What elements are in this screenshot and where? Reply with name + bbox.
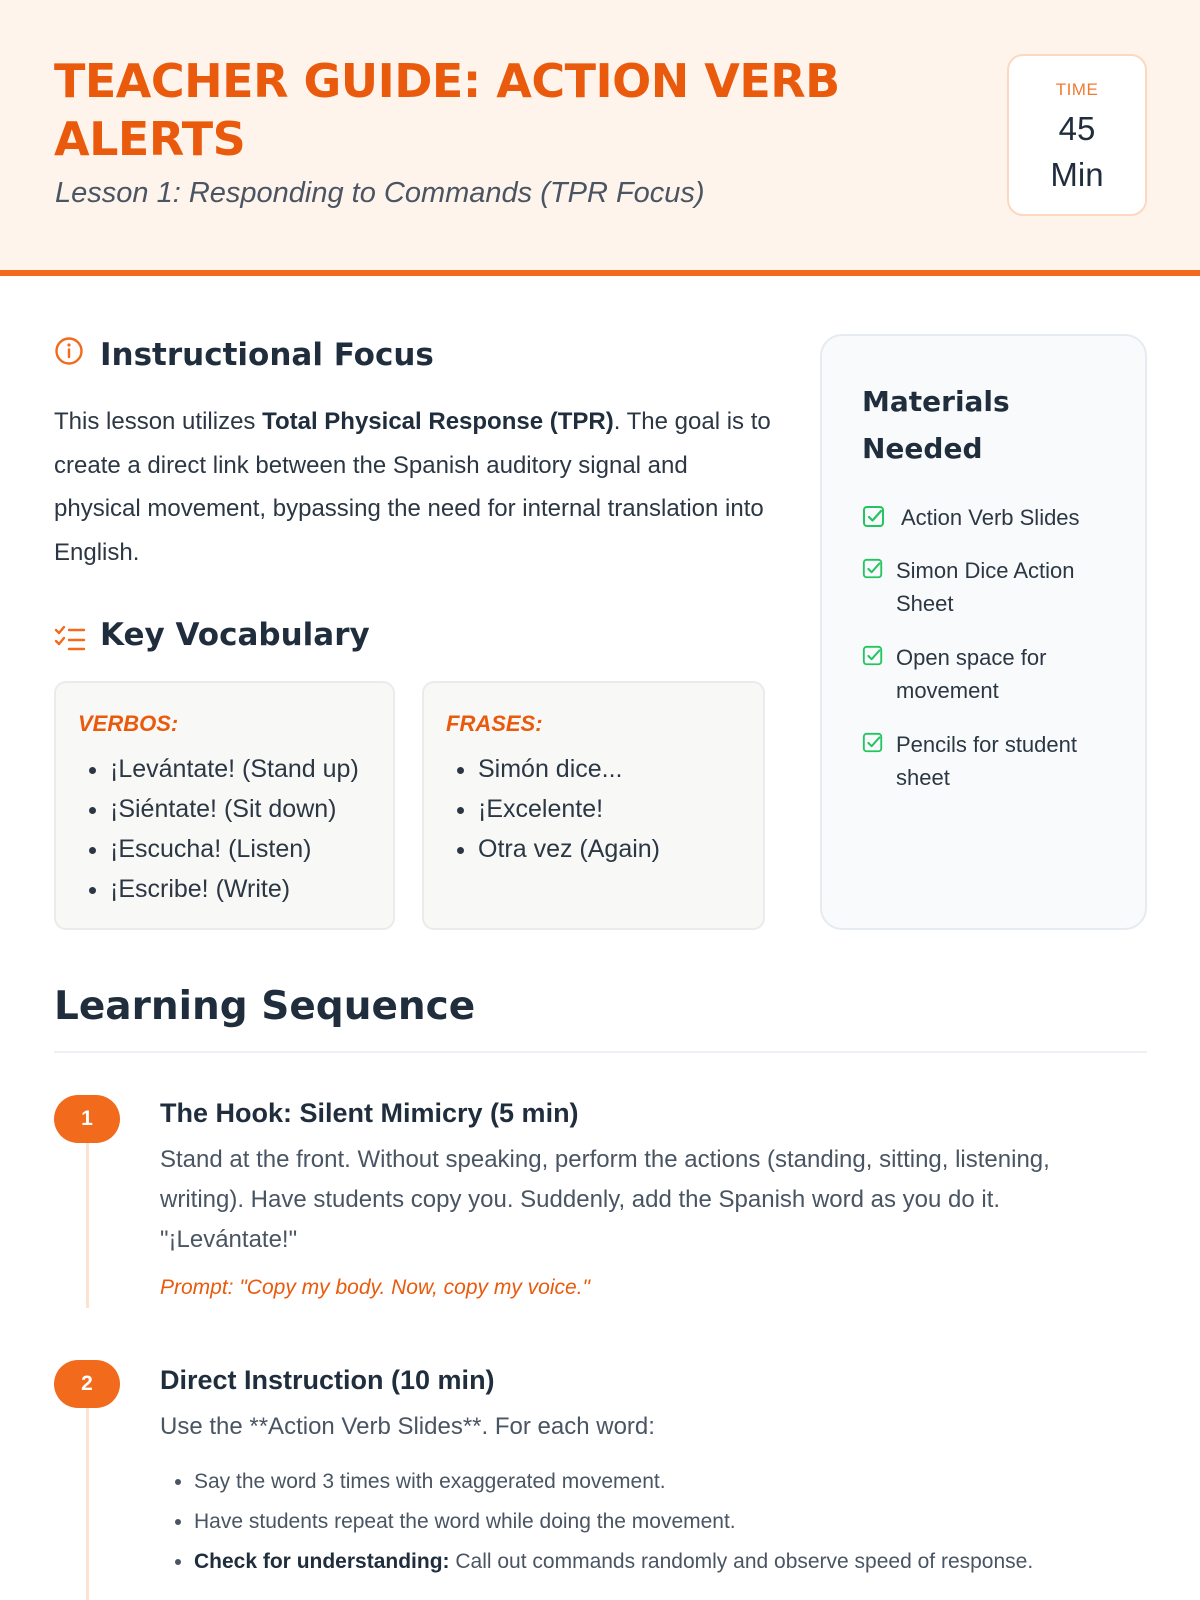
list-item: • ¡Excelente! <box>478 789 660 829</box>
key-vocabulary-heading: Key Vocabulary <box>100 617 370 653</box>
list-item <box>194 1542 1194 1582</box>
step-description: Use the **Action Verb Slides**. For each word: <box>160 1413 655 1440</box>
check-square-icon <box>862 505 886 529</box>
verbs-card <box>54 681 395 930</box>
check-square-icon <box>862 732 884 754</box>
materials-panel <box>820 334 1147 930</box>
time-label: TIME <box>1055 80 1099 99</box>
list-item: • ¡Escribe! (Write) <box>110 869 359 909</box>
list-item: • Otra vez (Again) <box>478 829 660 869</box>
focus-text-bold: Total Physical Response (TPR) <box>262 408 614 435</box>
step-description: Stand at the front. Without speaking, perform the actions (standing, sitting, listening, writing). Have students copy you. Suddenly, add the Spanish word as you do it. "¡Levántate!" <box>160 1146 1050 1253</box>
phrases-card <box>422 681 765 930</box>
list-item: • Say the word 3 times with exaggerated movement. <box>194 1462 1194 1502</box>
materials-heading: Materials Needed <box>862 385 1010 465</box>
materials-item-label: Simon Dice Action Sheet <box>896 558 1075 616</box>
materials-item-label: Action Verb Slides <box>901 505 1080 530</box>
phrases-list <box>446 749 660 869</box>
page-title: TEACHER GUIDE: ACTION VERB ALERTS <box>54 54 840 166</box>
materials-item-label: Pencils for student sheet <box>896 732 1077 790</box>
divider <box>54 1051 1147 1053</box>
step-title: The Hook: Silent Mimicry (5 min) <box>160 1098 579 1128</box>
phrases-label: FRASES: <box>446 711 543 736</box>
focus-text-end: . The goal is to create a direct link between the Spanish auditory signal and physical movement, bypassing the need for internal translation into English. <box>54 408 771 566</box>
check-square-icon <box>862 558 884 580</box>
list-item: • ¡Siéntate! (Sit down) <box>110 789 359 829</box>
verbs-label: VERBOS: <box>78 711 179 736</box>
time-value: 45 Min <box>1050 110 1104 193</box>
learning-sequence-heading: Learning Sequence <box>54 984 476 1029</box>
list-item: • ¡Levántate! (Stand up) <box>110 749 359 789</box>
list-item-text: Call out commands randomly and observe speed of response. <box>449 1550 1034 1573</box>
page-subtitle: Lesson 1: Responding to Commands (TPR Focus) <box>55 177 705 209</box>
check-square-icon <box>862 645 884 667</box>
verbs-list <box>78 749 359 909</box>
step-prompt: Prompt: "Copy my body. Now, copy my voice." <box>160 1276 590 1299</box>
checklist-icon <box>54 624 86 652</box>
step-number-badge: 2 <box>54 1360 120 1408</box>
list-item: • Simón dice... <box>478 749 660 789</box>
step-number-badge: 1 <box>54 1095 120 1143</box>
instructional-focus-heading: Instructional Focus <box>100 337 434 373</box>
focus-text-start: This lesson utilizes <box>54 408 263 435</box>
list-item: • Have students repeat the word while doing the movement. <box>194 1502 1194 1542</box>
timeline-line <box>86 1120 89 1308</box>
page-header <box>0 0 1200 276</box>
step-title: Direct Instruction (10 min) <box>160 1365 495 1395</box>
list-item: • ¡Escucha! (Listen) <box>110 829 359 869</box>
instructional-focus-text <box>54 400 774 574</box>
materials-item-label: Open space for movement <box>896 645 1047 703</box>
time-badge <box>1007 54 1147 216</box>
timeline-line <box>86 1382 89 1600</box>
list-item-bold: Check for understanding: <box>194 1550 450 1573</box>
step-bullet-list <box>160 1462 1194 1582</box>
info-icon <box>54 336 84 366</box>
